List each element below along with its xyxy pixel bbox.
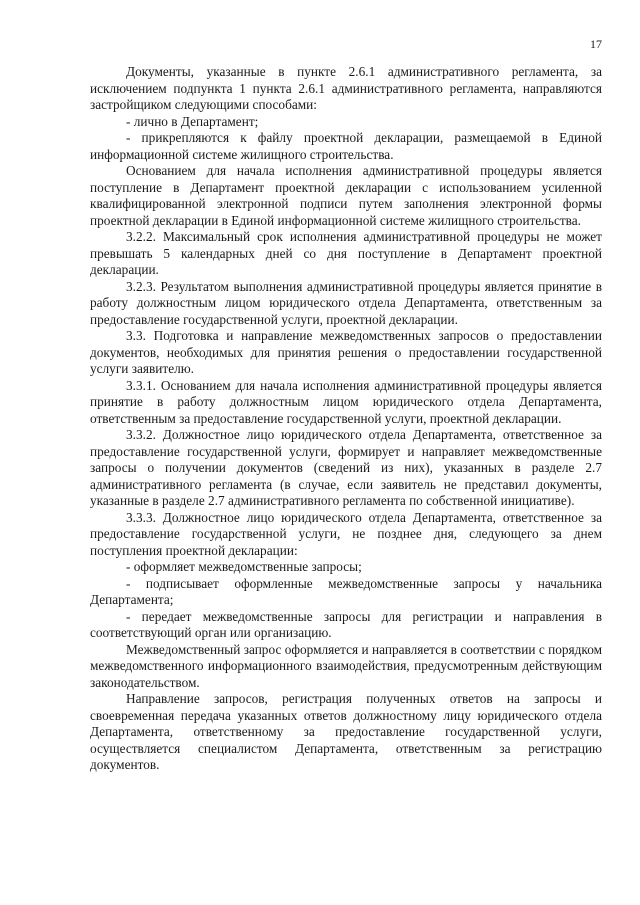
paragraph-3-3-3: 3.3.3. Должностное лицо юридического отдела Департамента, ответственное за предоставление государственной услуги, не позднее дня, следующего за днем поступления проектной декларации: xyxy=(90,509,602,558)
page-number: 17 xyxy=(590,37,602,51)
paragraph-request-handling: Направление запросов, регистрация полученных ответов на запросы и своевременная передача указанных ответов должностному лицу юридического отдела Департамента, ответственному за предоставление государственной услуги, осуществляется специалистом Департамента, ответственным за регистрацию документов. xyxy=(90,691,602,772)
list-item-prepare-requests: - оформляет межведомственные запросы; xyxy=(126,559,362,574)
paragraph-3-2-3: 3.2.3. Результатом выполнения административной процедуры является принятие в работу должностным лицом юридического отдела Департамента, ответственным за предоставление государственной услуги, проектной декларации. xyxy=(90,278,602,327)
document-body xyxy=(90,64,602,774)
paragraph-procedure-basis: Основанием для начала исполнения административной процедуры является поступление в Департамент проектной декларации с использованием усиленной квалифицированной электронной подписи путем заполнения электронной формы проектной декларации в Единой информационной системе жилищного строительства. xyxy=(90,163,602,228)
list-item-transfer-requests: - передает межведомственные запросы для регистрации и направления в соответствующий орган или организацию. xyxy=(90,608,602,640)
section-3-3-heading: 3.3. Подготовка и направление межведомственных запросов о предоставлении документов, необходимых для принятия решения о предоставлении государственной услуги заявителю. xyxy=(90,328,602,376)
paragraph-2-6-1-documents: Документы, указанные в пункте 2.6.1 административного регламента, за исключением подпункта 1 пункта 2.6.1 административного регламента, направляются застройщиком следующими способами: xyxy=(90,64,602,112)
list-item-in-person: - лично в Департамент; xyxy=(126,113,259,129)
paragraph-interagency-request: Межведомственный запрос оформляется и направляется в соответствии с порядком межведомственного информационного взаимодействия, предусмотренным действующим законодательством. xyxy=(90,641,602,690)
list-item-attach-to-declaration: - прикрепляются к файлу проектной декларации, размещаемой в Единой информационной системе жилищного строительства. xyxy=(90,130,602,162)
paragraph-3-2-2: 3.2.2. Максимальный срок исполнения административной процедуры не может превышать 5 календарных дней со дня поступление в Департамент проектной декларации. xyxy=(90,229,602,277)
paragraph-3-3-1: 3.3.1. Основанием для начала исполнения административной процедуры является принятие в работу должностным лицом юридического отдела Департамента, ответственным за предоставление государственной услуги, проектной декларации. xyxy=(90,377,602,426)
list-item-sign-requests: - подписывает оформленные межведомственные запросы у начальника Департамента; xyxy=(90,575,602,607)
paragraph-3-3-2: 3.3.2. Должностное лицо юридического отдела Департамента, ответственное за предоставление государственной услуги, формирует и направляет межведомственные запросы о получении документов (сведений из них), указанных в разделе 2.7 административного регламента (в случае, если заявитель не представил документы, указанные в разделе 2.7 административного регламента по собственной инициативе). xyxy=(90,427,602,508)
